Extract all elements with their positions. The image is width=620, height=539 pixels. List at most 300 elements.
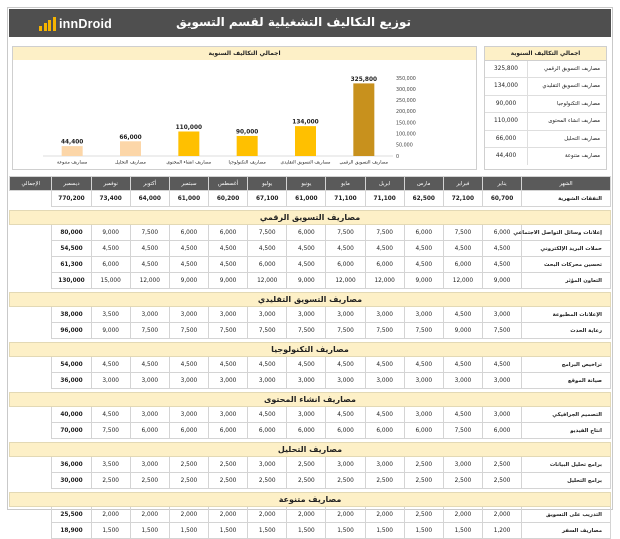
table-cell: 3,000 (248, 307, 287, 323)
column-header: مايو (326, 177, 365, 191)
row-label: انتاج الفيديو (522, 423, 611, 439)
table-row (10, 457, 611, 473)
table-cell: 7,500 (482, 323, 521, 339)
summary-value: 134,000 (494, 83, 518, 90)
table-cell: 3,000 (326, 457, 365, 473)
table-cell: 9,000 (404, 273, 443, 289)
table-cell: 1,500 (326, 523, 365, 539)
table-cell: 7,500 (443, 225, 482, 241)
table-cell: 6,000 (169, 423, 208, 439)
table-cell: 3,000 (482, 373, 521, 389)
table-cell: 4,500 (482, 257, 521, 273)
chart-data-label: 134,000 (292, 119, 319, 126)
row-label: التعاون المؤثر (522, 273, 611, 289)
table-header-row (10, 177, 611, 191)
table-cell: 4,500 (326, 407, 365, 423)
table-cell: 3,000 (365, 373, 404, 389)
table-cell: 3,000 (404, 373, 443, 389)
table-cell: 2,500 (404, 457, 443, 473)
summary-divider (527, 96, 528, 112)
chart-y-tick: 0 (396, 154, 400, 160)
chart-data-label: 44,400 (60, 139, 84, 146)
table-cell: 1,500 (365, 523, 404, 539)
table-cell: 9,000 (443, 323, 482, 339)
column-header: الشهر (522, 177, 611, 191)
table-cell: 6,000 (365, 423, 404, 439)
row-label: تراخيص البرامج (522, 357, 611, 373)
table-cell: 61,000 (169, 191, 208, 207)
column-header: الإجمالي (10, 177, 52, 191)
chart-category-label: مصاريف التكنولوجيا (228, 160, 266, 166)
summary-label: مصاريف التسويق التقليدي (542, 83, 600, 90)
table-cell: 3,000 (443, 457, 482, 473)
table-cell: 4,500 (209, 257, 248, 273)
table-cell: 71,100 (326, 191, 365, 207)
column-header: سبتمبر (169, 177, 208, 191)
table-cell: 7,500 (404, 323, 443, 339)
chart-category-label: مصاريف التسويق التقليدي (280, 160, 331, 166)
summary-divider (527, 78, 528, 94)
section-title: مصاريف التكنولوجيا (10, 343, 611, 357)
summary-label: مصاريف انشاء المحتوى (548, 118, 600, 125)
table-cell: 3,000 (443, 373, 482, 389)
chart-y-tick: 250,000 (396, 99, 416, 105)
table-cell: 3,000 (326, 373, 365, 389)
chart-category-label: مصاريف انشاء المحتوى (166, 160, 212, 166)
table-cell: 6,000 (287, 225, 326, 241)
table-cell: 2,000 (287, 507, 326, 523)
table-cell: 2,500 (209, 457, 248, 473)
table-cell: 2,000 (326, 507, 365, 523)
table-row (10, 357, 611, 373)
table-cell: 73,400 (91, 191, 130, 207)
table-cell: 2,500 (326, 473, 365, 489)
section-title: مصاريف التسويق الرقمي (10, 211, 611, 225)
section-header-row (10, 211, 611, 225)
section-header-row (10, 393, 611, 407)
table-cell: 1,500 (443, 523, 482, 539)
table-cell: 2,000 (169, 507, 208, 523)
table-cell: 2,500 (169, 473, 208, 489)
table-cell: 1,500 (130, 523, 169, 539)
table-cell: 3,500 (91, 307, 130, 323)
table-cell: 4,500 (404, 241, 443, 257)
row-total-cell: 36,000 (52, 457, 91, 473)
table-row (10, 473, 611, 489)
table-cell: 3,000 (287, 373, 326, 389)
table-cell: 6,000 (443, 257, 482, 273)
table-cell: 2,000 (443, 507, 482, 523)
table-cell: 4,500 (365, 357, 404, 373)
table-cell: 2,000 (209, 507, 248, 523)
row-total-cell: 96,000 (52, 323, 91, 339)
row-label: التصميم الجرافيكي (522, 407, 611, 423)
table-cell: 3,000 (365, 457, 404, 473)
chart-y-tick: 300,000 (396, 87, 416, 93)
column-header: ديسمبر (52, 177, 91, 191)
table-cell: 4,500 (287, 257, 326, 273)
section-header-row (10, 443, 611, 457)
monthly-total-row (10, 191, 611, 207)
table-cell: 6,000 (248, 257, 287, 273)
table-cell: 4,500 (248, 241, 287, 257)
table-cell: 2,000 (248, 507, 287, 523)
table-cell: 15,000 (91, 273, 130, 289)
summary-divider (527, 131, 528, 147)
column-header: مارس (404, 177, 443, 191)
table-cell: 4,500 (365, 241, 404, 257)
chart-bar (295, 126, 316, 156)
section-header-row (10, 293, 611, 307)
summary-value: 325,800 (494, 66, 518, 72)
table-cell: 2,500 (169, 457, 208, 473)
table-cell: 2,500 (443, 473, 482, 489)
table-cell: 4,500 (404, 257, 443, 273)
row-total-cell: 54,000 (52, 357, 91, 373)
chart-bar (120, 141, 141, 156)
table-cell: 3,000 (91, 373, 130, 389)
table-cell: 4,500 (248, 407, 287, 423)
table-cell: 4,500 (169, 357, 208, 373)
chart-y-tick: 350,000 (396, 76, 416, 82)
table-cell: 9,000 (169, 273, 208, 289)
table-cell: 3,000 (130, 407, 169, 423)
monthly-cost-table (9, 176, 611, 539)
table-cell: 3,000 (248, 373, 287, 389)
chart-y-tick: 50,000 (396, 143, 413, 149)
table-cell: 3,000 (130, 373, 169, 389)
summary-divider (527, 113, 528, 129)
row-label: برامج التحليل (522, 473, 611, 489)
row-total-cell: 25,500 (52, 507, 91, 523)
row-total-cell: 130,000 (52, 273, 91, 289)
table-cell: 2,000 (91, 507, 130, 523)
table-cell: 2,000 (130, 507, 169, 523)
table-cell: 61,000 (287, 191, 326, 207)
summary-label: مصاريف التسويق الرقمي (544, 66, 600, 72)
table-cell: 6,000 (404, 423, 443, 439)
table-cell: 6,000 (482, 225, 521, 241)
chart-y-tick: 100,000 (396, 132, 416, 138)
section-title: مصاريف انشاء المحتوى (10, 393, 611, 407)
table-cell: 64,000 (130, 191, 169, 207)
table-row (10, 225, 611, 241)
chart-category-label: مصاريف التسويق الرقمي (339, 160, 389, 166)
table-cell: 3,000 (404, 407, 443, 423)
table-cell: 4,500 (169, 241, 208, 257)
table-cell: 770,200 (52, 191, 91, 207)
column-header: أغسطس (209, 177, 248, 191)
table-cell: 6,000 (326, 423, 365, 439)
table-cell: 4,500 (326, 241, 365, 257)
summary-value: 110,000 (494, 118, 518, 125)
summary-label: مصاريف متنوعة (564, 152, 600, 159)
table-cell: 2,500 (287, 473, 326, 489)
table-cell: 7,500 (91, 423, 130, 439)
table-cell: 3,000 (287, 407, 326, 423)
row-total-cell: 38,000 (52, 307, 91, 323)
table-row (10, 307, 611, 323)
table-cell: 4,500 (169, 257, 208, 273)
table-cell: 6,000 (365, 257, 404, 273)
row-total-cell: 18,900 (52, 523, 91, 539)
table-cell: 7,500 (248, 323, 287, 339)
table-cell: 2,500 (404, 473, 443, 489)
chart-bar (353, 83, 374, 156)
logo-bar-icon (44, 23, 47, 31)
table-cell: 4,500 (287, 357, 326, 373)
table-row (10, 273, 611, 289)
table-cell: 4,500 (365, 407, 404, 423)
table-cell: 4,500 (91, 407, 130, 423)
row-label: إعلانات وسائل التواصل الاجتماعي (522, 225, 611, 241)
table-cell: 2,500 (91, 473, 130, 489)
table-cell: 4,500 (130, 257, 169, 273)
table-cell: 12,000 (326, 273, 365, 289)
table-cell: 2,500 (248, 473, 287, 489)
row-total-cell: 40,000 (52, 407, 91, 423)
table-cell: 2,500 (404, 507, 443, 523)
table-row (10, 507, 611, 523)
table-cell: 6,000 (326, 257, 365, 273)
logo-bar-icon (39, 26, 42, 31)
table-cell: 60,200 (209, 191, 248, 207)
table-cell: 7,500 (248, 225, 287, 241)
table-cell: 3,000 (209, 407, 248, 423)
table-cell: 9,000 (209, 273, 248, 289)
section-title: مصاريف التحليل (10, 443, 611, 457)
row-total-cell: 61,300 (52, 257, 91, 273)
table-cell: 6,000 (404, 225, 443, 241)
summary-title: اجمالي التكاليف السنوية (485, 47, 606, 61)
table-cell: 3,000 (209, 373, 248, 389)
table-cell: 12,000 (130, 273, 169, 289)
table-cell: 1,200 (482, 523, 521, 539)
table-cell: 3,000 (169, 373, 208, 389)
page-title: توزيع التكاليف التشغيلية لقسم التسويق (176, 15, 411, 29)
section-title: مصاريف متنوعة (10, 493, 611, 507)
summary-label: مصاريف التحليل (564, 135, 600, 142)
summary-label: مصاريف التكنولوجيا (556, 100, 600, 107)
table-cell: 2,000 (482, 507, 521, 523)
summary-row (485, 131, 606, 148)
table-cell: 4,500 (209, 241, 248, 257)
table-cell: 1,500 (248, 523, 287, 539)
table-cell: 2,500 (287, 457, 326, 473)
summary-divider (527, 148, 528, 165)
table-cell: 4,500 (130, 241, 169, 257)
logo-text: innDroid (59, 17, 112, 31)
column-header: يناير (482, 177, 521, 191)
table-cell: 72,100 (443, 191, 482, 207)
summary-value: 90,000 (495, 100, 517, 107)
chart-y-tick: 150,000 (396, 121, 416, 127)
table-cell: 4,500 (287, 241, 326, 257)
brand-logo (39, 17, 112, 31)
table-row (10, 373, 611, 389)
summary-row (485, 61, 606, 78)
table-cell: 3,500 (91, 457, 130, 473)
table-row (10, 407, 611, 423)
table-cell: 3,000 (482, 407, 521, 423)
table-cell: 3,000 (287, 307, 326, 323)
table-cell: 4,500 (482, 357, 521, 373)
table-cell: 3,000 (365, 307, 404, 323)
table-cell: 6,000 (287, 423, 326, 439)
row-label: حملات البريد الإلكتروني (522, 241, 611, 257)
column-header: يونيو (287, 177, 326, 191)
chart-data-label: 90,000 (235, 129, 259, 136)
table-cell: 7,500 (326, 225, 365, 241)
table-cell: 6,000 (209, 225, 248, 241)
chart-bar (178, 131, 199, 156)
annual-summary-table (484, 46, 607, 170)
logo-bar-icon (48, 20, 51, 31)
table-cell: 7,500 (443, 423, 482, 439)
table-cell: 6,000 (482, 423, 521, 439)
table-cell: 7,500 (326, 323, 365, 339)
table-row (10, 523, 611, 539)
section-title: مصاريف التسويق التقليدي (10, 293, 611, 307)
table-cell: 4,500 (443, 407, 482, 423)
table-cell: 2,500 (209, 473, 248, 489)
column-header: يوليو (248, 177, 287, 191)
table-cell: 1,500 (91, 523, 130, 539)
table-cell: 1,500 (169, 523, 208, 539)
table-cell: 9,000 (91, 323, 130, 339)
chart-title: اجمالي التكاليف السنوية (13, 47, 476, 60)
table-cell: 7,500 (130, 323, 169, 339)
column-header: أكتوبر (130, 177, 169, 191)
row-label: مصاريف السفر (522, 523, 611, 539)
row-total-cell: 36,000 (52, 373, 91, 389)
column-header: ابريل (365, 177, 404, 191)
table-cell: 1,500 (209, 523, 248, 539)
table-row (10, 423, 611, 439)
table-cell: 6,000 (91, 257, 130, 273)
table-cell: 3,000 (404, 307, 443, 323)
table-row (10, 323, 611, 339)
table-cell: 3,000 (169, 307, 208, 323)
row-label: رعاية الحدث (522, 323, 611, 339)
table-cell: 71,100 (365, 191, 404, 207)
table-cell: 1,500 (404, 523, 443, 539)
table-cell: 3,000 (130, 457, 169, 473)
table-cell: 4,500 (326, 357, 365, 373)
table-cell: 7,500 (365, 225, 404, 241)
row-label: النفقات الشهرية (522, 191, 611, 207)
table-cell: 4,500 (404, 357, 443, 373)
section-header-row (10, 343, 611, 357)
table-cell: 3,000 (169, 407, 208, 423)
table-cell: 7,500 (287, 323, 326, 339)
table-cell: 7,500 (130, 225, 169, 241)
summary-value: 66,000 (495, 135, 517, 142)
row-total-cell: 80,000 (52, 225, 91, 241)
title-bar (9, 9, 611, 37)
table-cell: 6,000 (169, 225, 208, 241)
table-cell: 7,500 (365, 323, 404, 339)
section-header-row (10, 493, 611, 507)
chart-category-label: مصاريف التحليل (115, 160, 146, 166)
table-cell: 4,500 (443, 307, 482, 323)
table-cell: 3,000 (248, 457, 287, 473)
table-cell: 9,000 (482, 273, 521, 289)
row-label: التدريب على التسويق (522, 507, 611, 523)
chart-data-label: 66,000 (119, 134, 142, 141)
summary-rows (485, 61, 606, 165)
summary-row (485, 148, 606, 165)
table-cell: 3,000 (130, 307, 169, 323)
chart-data-label: 110,000 (175, 124, 203, 131)
column-header: نوفمبر (91, 177, 130, 191)
row-total-cell: 70,000 (52, 423, 91, 439)
table-cell: 6,000 (248, 423, 287, 439)
chart-y-tick: 200,000 (396, 110, 416, 116)
table-cell: 2,500 (365, 473, 404, 489)
row-label: برامج تحليل البيانات (522, 457, 611, 473)
column-header: فبراير (443, 177, 482, 191)
table-cell: 1,500 (287, 523, 326, 539)
table-cell: 3,000 (482, 307, 521, 323)
table-row (10, 241, 611, 257)
table-cell: 2,500 (482, 473, 521, 489)
logo-bar-icon (53, 17, 56, 31)
table-cell: 6,000 (130, 423, 169, 439)
chart-category-label: مصاريف متنوعة (56, 160, 88, 166)
table-cell: 2,500 (130, 473, 169, 489)
table-row (10, 257, 611, 273)
table-cell: 9,000 (287, 273, 326, 289)
table-cell: 12,000 (365, 273, 404, 289)
row-total-cell: 30,000 (52, 473, 91, 489)
summary-row (485, 96, 606, 113)
table-cell: 4,500 (443, 241, 482, 257)
table-cell: 7,500 (209, 323, 248, 339)
summary-value: 44,400 (495, 152, 517, 159)
table-cell: 62,500 (404, 191, 443, 207)
summary-row (485, 113, 606, 130)
chart-bar (62, 146, 83, 156)
table-cell: 4,500 (91, 357, 130, 373)
chart-canvas (13, 60, 476, 169)
table-cell: 4,500 (443, 357, 482, 373)
table-cell: 3,000 (209, 307, 248, 323)
table-cell: 4,500 (248, 357, 287, 373)
row-label: الإعلانات المطبوعة (522, 307, 611, 323)
row-label: تحسين محركات البحث (522, 257, 611, 273)
table-cell: 2,000 (365, 507, 404, 523)
table-cell: 4,500 (130, 357, 169, 373)
table-cell: 6,000 (209, 423, 248, 439)
table-cell: 12,000 (248, 273, 287, 289)
table-cell: 12,000 (443, 273, 482, 289)
row-label: صيانة الموقع (522, 373, 611, 389)
summary-divider (527, 61, 528, 77)
chart-data-label: 325,800 (350, 76, 378, 83)
table-cell: 2,500 (482, 457, 521, 473)
table-cell: 60,700 (482, 191, 521, 207)
row-total-cell: 54,500 (52, 241, 91, 257)
table-cell: 7,500 (169, 323, 208, 339)
table-cell: 4,500 (482, 241, 521, 257)
table-cell: 4,500 (209, 357, 248, 373)
table-cell: 67,100 (248, 191, 287, 207)
table-cell: 4,500 (91, 241, 130, 257)
summary-row (485, 78, 606, 95)
table-cell: 9,000 (91, 225, 130, 241)
annual-cost-chart (12, 46, 477, 170)
